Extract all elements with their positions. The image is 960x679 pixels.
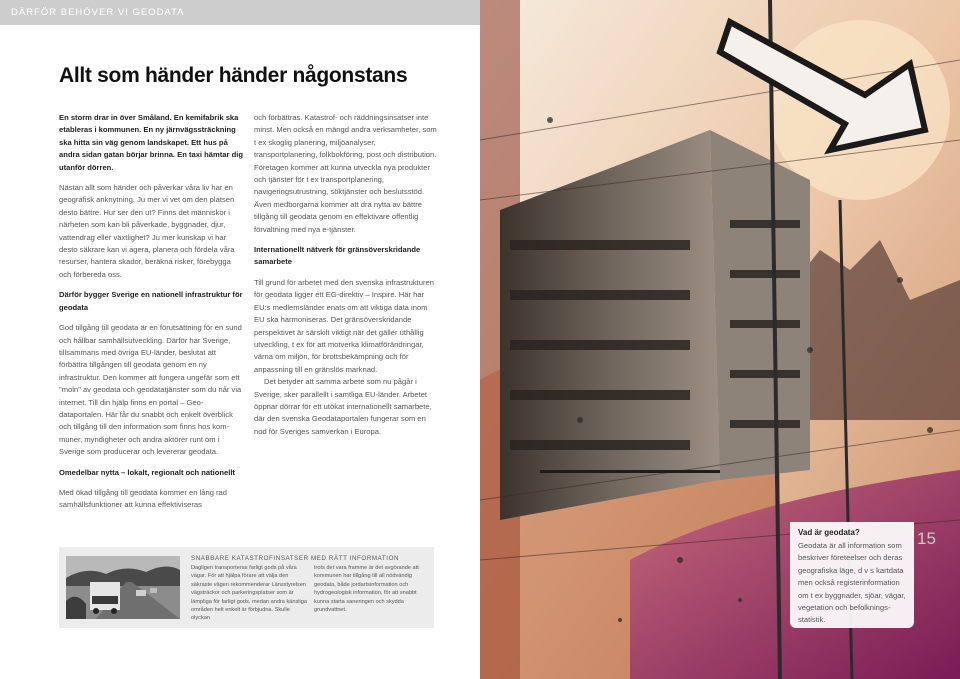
subheading: Därför bygger Sverige en nationell infrastruktur för geodata	[59, 290, 243, 312]
body-paragraph: Till grund för arbetet med den svenska infrastrukturen för geodata ligger ett EG-direktiv – Inspire. Här har EU:s medlemsländer enats om att viktiga data inom EU ska harmoniseras. Det gränsöverskridande perspektivet är särskilt viktigt när det gäller uthållig utveckling, t ex för att motverka klimatförändringar, värna om miljön, för brottsbekämpning och för anpassning till en gränslös marknad.	[254, 277, 434, 374]
section-header-bar	[0, 0, 480, 25]
page-number: 15	[917, 529, 936, 548]
info-box-title: Vad är geodata?	[798, 528, 860, 537]
section-header-text: DÄRFÖR BEHÖVER VI GEODATA	[11, 7, 185, 18]
lead-paragraph: En storm drar in över Småland. En kemifabrik ska etableras i kommunen. En ny järnvägssträckning ska hitta sin väg genom landskapet. Ett hus på andra sidan gatan börjar brinna. En taxi hämtar dig utanför dörren.	[59, 113, 243, 172]
info-box	[790, 522, 914, 628]
fact-box	[59, 547, 434, 628]
truck-photo	[66, 556, 180, 619]
fact-box-text-2: trots det vara framme är det avgörande att kommunen har tillgång till all nödvändig geodata, både jordartsinformation och hydrogeologisk information, för att snabbt kunna starta saneringen och skydda grundvattnet.	[314, 565, 419, 614]
body-paragraph: Med ökad tillgång till geodata kommer en lång rad samhällsfunktioner att kunna effektiviseras	[59, 487, 228, 510]
page-title: Allt som händer händer någonstans	[59, 64, 408, 87]
body-paragraph: Det betyder att samma arbete som nu pågår i Sverige, sker parallellt i samtliga EU-länder. Arbetet öppnar dörrar för ett utökat internationellt samarbete, där den svenska Geodataportalen fungerar som en nod för Sveriges samverkan i Europa.	[254, 377, 432, 436]
body-paragraph: God tillgång till geodata är en förutsättning för en sund och hållbar samhällsutveckling. Därför har Sverige, tillsammans med övriga EU-länder, beslutat att förbättra tillgången till geodata genom en ny infrastruktur. Den kommer att fungera ungefär som ett "moln" av geodata och geodatatjänster som du når via internet. Till din hjälp finns en portal – Geodataportalen. Här får du snabbt och enkelt överblick och tillgång till den information som finns hos kommuner, myndigheter och andra aktörer runt om i Sverige som producerar och levererar geodata.	[59, 323, 242, 457]
text-column-2	[254, 112, 440, 446]
fact-box-text-1: Dagligen transporteras farligt gods på våra vägar. För att hjälpa förare att välja den säkraste vägen rekommenderar Länsstyrelsen vägsträckor och parkeringsplatser som är lämpliga för farligt gods, medan andra känsliga områden helt enkelt är förbjudna. Skulle olyckan	[191, 565, 307, 622]
truck-road-image	[66, 556, 180, 619]
fact-box-heading: SNABBARE KATASTROFINSATSER MED RÄTT INFORMATION	[191, 555, 400, 562]
info-box-text: Geodata är all information som beskriver företeelser och deras geografiska läge, d v s kartdata men också registerinformation om t ex byggnader, sjöar, vägar, vegetation och befolkningsstatistik.	[798, 541, 906, 625]
text-column-1	[59, 112, 245, 520]
subheading: Omedelbar nytta – lokalt, regionalt och nationellt	[59, 467, 235, 477]
body-paragraph: Nästan allt som händer och påverkar våra liv har en geografisk anknytning. Ju mer vi vet om den platsen desto bättre. Hur ser den ut? Finns det människor i närheten som kan bli påverkade, byggnader, djur, vattendrag eller växtlighet? Ju mer kunskap vi har desto säkrare kan vi agera, planera och fördela våra resurser, hantera skador, beräkna risker, förebygga och förbereda oss.	[59, 183, 235, 279]
body-paragraph: och förbättras. Katastrof- och räddningsinsatser inte minst. Men också en mängd andra verksamheter, som t ex skoglig planering, miljöanalyser, transportplanering, folkbokföring, post och distribution. Företagen kommer att kunna utveckla nya produkter och tjänster för t ex transportplanering, navigeringsutrustning, söktjänster och beslutsstöd. Även medborgarna kommer att dra nytta av bättre tillgång till geodata genom en effektivare offentlig förvaltning med nya e-tjänster.	[254, 113, 437, 234]
subheading: Internationellt nätverk för gränsöverskridande samarbete	[254, 245, 421, 267]
